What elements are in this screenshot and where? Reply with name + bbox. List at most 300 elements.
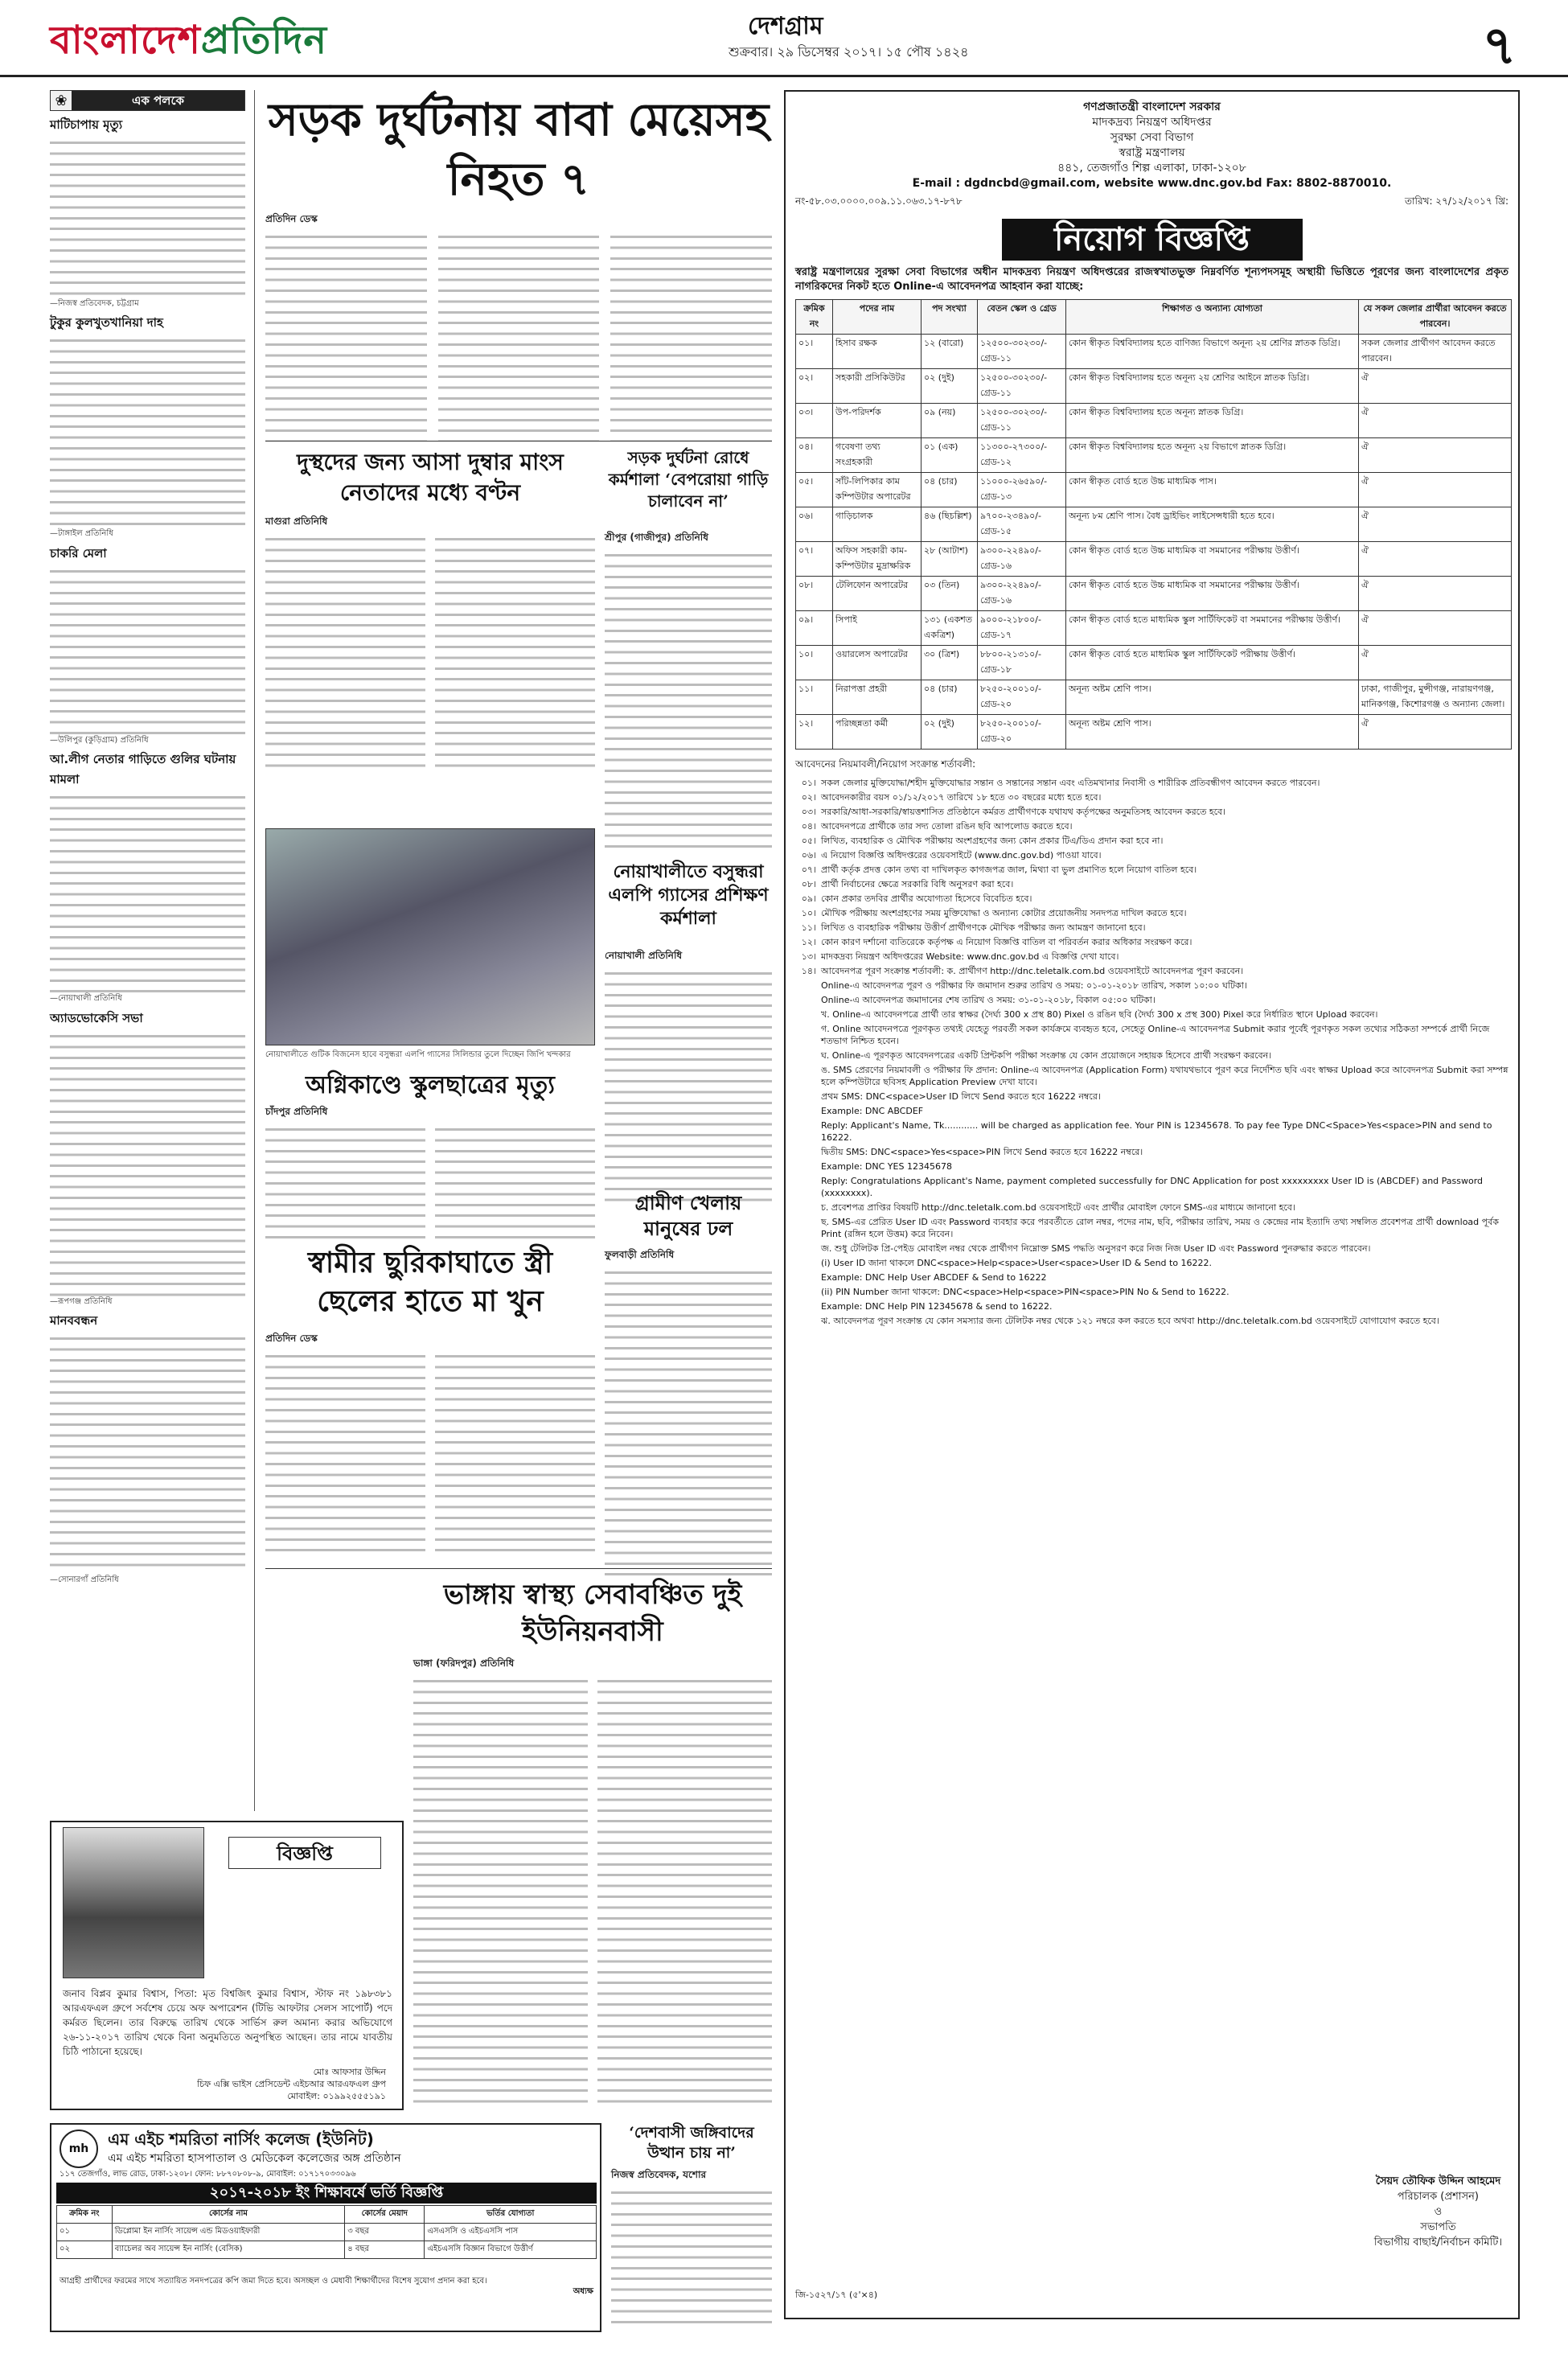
condition-text: (i) User ID জানা থাকলে DNC<space>Help<space>User<space>User ID & Send to 16222. [821, 1258, 1213, 1268]
table-cell: ২৮ (আটাশ) [922, 542, 978, 577]
condition-number: ০৫। [801, 836, 816, 846]
condition-number: ১৩। [801, 951, 816, 962]
condition-number [795, 994, 816, 1006]
table-cell: কোন স্বীকৃত বিশ্ববিদ্যালয় হতে অনূন্য ২য় বিভাগে স্নাতক ডিগ্রি। [1066, 438, 1359, 473]
story9-byline: নিজস্ব প্রতিবেদক, যশোর [611, 2169, 707, 2180]
table-cell: অনূন্য অষ্টম শ্রেণি পাস। [1066, 680, 1359, 715]
table-header: যে সকল জেলার প্রার্থীরা আবেদন করতে পারবেন। [1359, 300, 1512, 335]
story9-headline: ‘দেশবাসী জঙ্গিবাদের উত্থান চায় না’ [629, 2124, 754, 2162]
condition-text: এ নিয়োগ বিজ্ঞপ্তি অধিদপ্তরের ওয়েবসাইটে (www.dnc.gov.bd) পাওয়া যাবে। [821, 850, 1102, 860]
news-photo [265, 828, 595, 1045]
table-cell: ৯৩০০-২২৪৯০/- গ্রেড-১৬ [978, 577, 1066, 611]
table-cell: ০৮। [796, 577, 833, 611]
condition-number: ১৪। [801, 966, 816, 976]
divider [265, 441, 772, 442]
condition-number: ১২। [801, 937, 816, 947]
table-header: ক্রমিক নং [57, 2206, 113, 2224]
brief-byline: —উলিপুর (কুড়িগ্রাম) প্রতিনিধি [50, 735, 149, 745]
story6-text-col [265, 1351, 425, 1552]
condition-number [795, 1146, 816, 1158]
list-item [795, 907, 1508, 919]
list-item [795, 791, 1508, 803]
table-header-row [57, 2206, 597, 2224]
list-item [795, 1315, 1508, 1327]
table-cell: সিপাই [833, 611, 922, 646]
lead-text-col [610, 232, 772, 441]
condition-text: লিখিত ও ব্যবহারিক পরীক্ষায় উত্তীর্ণ প্রার্থীগণকে মৌখিক পরীক্ষার জন্য আমন্ত্রণ জানানো হবে। [821, 922, 1146, 933]
condition-number: ০৯। [801, 893, 816, 904]
lead-byline: প্রতিদিন ডেস্ক [265, 213, 318, 224]
condition-text: কোন কারণ দর্শানো ব্যতিরেকে কর্তৃপক্ষ এ নিয়োগ বিজ্ঞপ্তি বাতিল বা পরিবর্তন করার অধিকার সংরক্ষণ করে। [821, 937, 1192, 947]
table-header: কোর্সের নাম [112, 2206, 345, 2224]
table-cell: ১১৩০০-২৭৩০০/- গ্রেড-১২ [978, 438, 1066, 473]
gov-line: স্বরাষ্ট্র মন্ত্রণালয় [1119, 146, 1185, 159]
table-cell: ৮৮০০-২১৩১০/- গ্রেড-১৮ [978, 646, 1066, 680]
condition-number [795, 1216, 816, 1240]
list-item [795, 878, 1508, 890]
table-cell: এইচএসসি বিজ্ঞান বিভাগে উত্তীর্ণ [425, 2241, 597, 2259]
story9-body [611, 2168, 772, 2324]
table-cell: ঐ [1359, 611, 1512, 646]
table-cell: ৮২৫০-২০০১০/- গ্রেড-২০ [978, 715, 1066, 750]
logo-part1: বাংলাদেশ [50, 18, 201, 63]
table-header-row [796, 300, 1512, 335]
story5-byline: চাঁদপুর প্রতিনিধি [265, 1106, 328, 1117]
condition-number [795, 1271, 816, 1284]
condition-text: দ্বিতীয় SMS: DNC<space>Yes<space>PIN লিখে Send করতে হবে 16222 নম্বরে। [821, 1147, 1143, 1157]
table-header: শিক্ষাগত ও অন্যান্য যোগ্যতা [1066, 300, 1359, 335]
table-cell: ৩ বছর [345, 2224, 425, 2241]
condition-number [795, 1315, 816, 1327]
sign-title: পরিচালক (প্রশাসন) [1397, 2191, 1479, 2203]
table-cell: ৯৭০০-২৩৪৯০/- গ্রেড-১৫ [978, 507, 1066, 542]
condition-number: ০৬। [801, 850, 816, 860]
table-cell: ঐ [1359, 646, 1512, 680]
table-row [796, 335, 1512, 369]
condition-number [795, 1257, 816, 1269]
table-cell: হিসাব রক্ষক [833, 335, 922, 369]
table-cell: ব্যাচেলর অব সায়েন্স ইন নার্সিং (বেসিক) [112, 2241, 345, 2259]
brief-heading: মানববন্ধন [50, 1313, 98, 1329]
table-cell: গাড়িচালক [833, 507, 922, 542]
table-cell: কোন স্বীকৃত বোর্ড হতে উচ্চ মাধ্যমিক পাস। [1066, 473, 1359, 507]
condition-text: সরকারি/আধা-সরকারি/স্বায়ত্তশাসিত প্রতিষ্ঠানে কর্মরত প্রার্থীগণকে যথাযথ কর্তৃপক্ষের অনুমতিসহ আবেদন করতে হবে। [821, 807, 1226, 817]
brief-text [50, 1031, 245, 1296]
table-cell: ঐ [1359, 404, 1512, 438]
condition-text: Example: DNC YES 12345678 [821, 1161, 952, 1172]
table-cell: ০২ (দুই) [922, 369, 978, 404]
list-item [795, 1286, 1508, 1298]
brief-byline: —রূপগঞ্জ প্রতিনিধি [50, 1296, 113, 1306]
brief-text [50, 1333, 245, 1575]
sign-title: সভাপতি [1420, 2221, 1456, 2233]
table-cell: ১১। [796, 680, 833, 715]
story8-headline: ভাঙ্গায় স্বাস্থ্য সেবাবঞ্চিত দুই ইউনিয়নবাসী [443, 1579, 742, 1648]
table-cell: কোন স্বীকৃত বিশ্ববিদ্যালয় হতে বাণিজ্য বিভাগে অনূন্য ২য় শ্রেণির স্নাতক ডিগ্রি। [1066, 335, 1359, 369]
condition-number [795, 1300, 816, 1312]
brief-item [50, 314, 245, 539]
table-cell: ঐ [1359, 369, 1512, 404]
brief-heading: চাকরি মেলা [50, 545, 107, 561]
list-item [795, 1175, 1508, 1199]
table-cell: ১০। [796, 646, 833, 680]
condition-number [795, 1023, 816, 1047]
table-row [796, 473, 1512, 507]
admission-footer [60, 2276, 593, 2297]
list-item [795, 849, 1508, 861]
condition-text: Example: DNC Help PIN 12345678 & send to 16222. [821, 1301, 1053, 1312]
condition-number [795, 1105, 816, 1117]
brief-item [50, 116, 245, 309]
brief-text [50, 792, 245, 993]
conditions-list [786, 777, 1518, 1327]
brief-byline: —নোয়াখালী প্রতিনিধি [50, 994, 122, 1004]
recruitment-notice [784, 90, 1520, 2319]
condition-text: (ii) PIN Number জানা থাকলে: DNC<space>Help<space>PIN<space>PIN No & Send to 16222. [821, 1287, 1229, 1297]
condition-number [795, 980, 816, 992]
condition-text: ঙ. SMS প্রেরণের নিয়মাবলী ও পরীক্ষার ফি প্রদান: Online-এ আবেদনপত্র (Application Form) যথাযথভাবে পূরণ করে নির্দেশিত ছবি এবং স্বাক্ষর Upload করে আবেদনপত্র Submit করা সম্পন্ন হলে কম্পিউটারে ছবিসহ Application Preview দেখা যাবে। [821, 1065, 1508, 1087]
course-table [56, 2205, 597, 2259]
table-cell: ০৯। [796, 611, 833, 646]
table-cell: ০২ [57, 2241, 113, 2259]
story4-byline: নোয়াখালী প্রতিনিধি [605, 950, 683, 961]
table-cell: ০৭। [796, 542, 833, 577]
table-header: বেতন স্কেল ও গ্রেড [978, 300, 1066, 335]
lead-story-body [265, 212, 772, 441]
condition-number [795, 1175, 816, 1199]
photo-caption: নোয়াখালীতে গুটিক বিজনেস হাবে বসুন্ধরা এলপি গ্যাসের সিলিন্ডার তুলে দিচ্ছেন জিপি খন্দকার [265, 1050, 571, 1059]
story2-body [265, 515, 595, 767]
brief-byline: —টাঙ্গাইল প্রতিনিধি [50, 529, 113, 539]
brief-byline: —নিজস্ব প্রতিবেদক, চট্টগ্রাম [50, 299, 139, 308]
table-row [57, 2224, 597, 2241]
condition-text: ঘ. Online-এ পূরণকৃত আবেদনপত্রের একটি প্রিন্টকপি পরীক্ষা সংক্রান্ত যে কোন প্রয়োজনে সহায়ক হিসেবে প্রার্থী সংরক্ষণ করবেন। [821, 1050, 1272, 1061]
story4-headline: নোয়াখালীতে বসুন্ধরা এলপি গ্যাসের প্রশিক্ষণ কর্মশালা [608, 861, 769, 929]
story2-text-col [435, 534, 595, 767]
brief-list [50, 116, 245, 1585]
table-cell: কোন স্বীকৃত বিশ্ববিদ্যালয় হতে অনূন্য স্নাতক ডিগ্রি। [1066, 404, 1359, 438]
gov-line: ৪৪১, তেজগাঁও শিল্প এলাকা, ঢাকা-১২০৮ [1057, 162, 1246, 175]
story3-byline: শ্রীপুর (গাজীপুর) প্রতিনিধি [605, 532, 708, 543]
section-name: দেশগ্রাম [748, 12, 823, 40]
signatory-title: চিফ এক্সি ভাইস প্রেসিডেন্ট এইচআর আরএফএল গ্রুপ [197, 2079, 386, 2089]
table-header: ক্রমিক নং [796, 300, 833, 335]
table-cell: ১২৫০০-৩০২৩০/- গ্রেড-১১ [978, 369, 1066, 404]
story3-body [605, 531, 772, 856]
list-item [795, 1271, 1508, 1284]
list-item [795, 1201, 1508, 1214]
college-name: এম এইচ শমরিতা নার্সিং কলেজ (ইউনিট) [108, 2130, 374, 2149]
gov-header [786, 100, 1518, 191]
sign-name: সৈয়দ তৌফিক উদ্দিন আহমেদ [1375, 2175, 1501, 2187]
list-item [795, 1090, 1508, 1103]
condition-text: চ. প্রবেশপত্র প্রাপ্তির বিষয়টি http://dnc.teletalk.com.bd ওয়েবসাইটে এবং প্রার্থীর মোবাইল ফোনে SMS-এর মাধ্যমে জানানো হবে। [821, 1202, 1295, 1213]
condition-text: Reply: Applicant's Name, Tk............ will be charged as application fee. Your PIN is 12345678. To pay fee Type DNC<Space>Yes<space>PIN and send to 16222. [821, 1120, 1492, 1143]
divider [265, 1568, 772, 1569]
gov-line: মাদকদ্রব্য নিয়ন্ত্রণ অধিদপ্তর [1092, 116, 1212, 129]
list-item [795, 965, 1508, 977]
condition-text: আবেদনপত্র পূরণ সংক্রান্ত শর্তাবলী: ক. প্রার্থীগণ http://dnc.teletalk.com.bd ওয়েবসাইটে আবেদনপত্র পূরণ করবেন। [821, 966, 1244, 976]
memo-row [786, 191, 1518, 214]
list-item [795, 1242, 1508, 1255]
table-cell: ০২ (দুই) [922, 715, 978, 750]
list-item [795, 820, 1508, 832]
condition-text: ছ. SMS-এর প্রেরিত User ID এবং Password ব্যবহার করে পরবর্তীতে রোল নম্বর, পদের নাম, ছবি, পরীক্ষার তারিখ, সময় ও কেন্দ্রের নাম ইত্যাদি তথ্য সম্বলিত প্রবেশপত্র প্রার্থী download পূর্বক Print (রঙ্গিন হলে উত্তম) করে নিবেন। [821, 1217, 1499, 1239]
condition-number [795, 1286, 816, 1298]
gov-contact: E-mail : dgdncbd@gmail.com, website www.dnc.gov.bd Fax: 8802-8870010. [912, 177, 1392, 190]
table-cell: সাঁট-লিপিকার কাম কম্পিউটার অপারেটর [833, 473, 922, 507]
table-cell: ১২ (বারো) [922, 335, 978, 369]
table-cell: ঐ [1359, 438, 1512, 473]
table-row [796, 369, 1512, 404]
table-cell: ৪ বছর [345, 2241, 425, 2259]
condition-number: ১০। [801, 908, 816, 918]
condition-text: কোন প্রকার তদবির প্রার্থীর অযোগ্যতা হিসেবে বিবেচিত হবে। [821, 893, 1032, 904]
posts-table-body [796, 335, 1512, 750]
condition-number: ০৪। [801, 821, 816, 832]
story8-text-col [597, 1676, 772, 2110]
footer-sign: অধ্যক্ষ [573, 2287, 593, 2296]
condition-number [795, 1049, 816, 1062]
newspaper-logo [50, 11, 327, 75]
table-cell: ১৩১ (একশত একত্রিশ) [922, 611, 978, 646]
signatory-name: মোঃ আফসার উদ্দিন [313, 2067, 386, 2077]
list-item [795, 1257, 1508, 1269]
list-item [795, 951, 1508, 963]
table-row [796, 646, 1512, 680]
list-item [795, 994, 1508, 1006]
condition-number: ০৮। [801, 879, 816, 889]
table-row [796, 507, 1512, 542]
table-header: পদ সংখ্যা [922, 300, 978, 335]
condition-text: গ. Online আবেদনপত্রে পূরণকৃত তথ্যই যেহেতু পরবর্তী সকল কার্যক্রমে ব্যবহৃত হবে, সেহেতু Online-এ আবেদনপত্র Submit করার পূর্বেই পূরণকৃত সকল তথ্যের সঠিকতা সম্পর্কে প্রার্থী নিজে শতভাগ নিশ্চিত হবেন। [821, 1024, 1490, 1046]
ek-palak-label: এক পলকে [72, 91, 244, 110]
list-item [795, 1146, 1508, 1158]
signature-block [1374, 2174, 1502, 2250]
condition-text: ঝ. আবেদনপত্র পূরণ সংক্রান্ত যে কোন সমস্যার জন্য টেলিটক নম্বর থেকে ১২১ নম্বরে কল করতে হবে অথবা http://dnc.teletalk.com.bd ওয়েবসাইটে যোগাযোগ করতে হবে। [821, 1316, 1439, 1326]
table-cell: কোন স্বীকৃত বোর্ড হতে মাধ্যমিক স্কুল সার্টিফিকেট বা সমমানের পরীক্ষায় উত্তীর্ণ। [1066, 611, 1359, 646]
brief-heading: অ্যাডভোকেসি সভা [50, 1010, 143, 1025]
condition-number [795, 1008, 816, 1021]
list-item [795, 1119, 1508, 1144]
story7-body [605, 1248, 772, 1581]
story6-byline: প্রতিদিন ডেস্ক [265, 1333, 318, 1344]
condition-number [795, 1160, 816, 1173]
college-sub: এম এইচ শমরিতা হাসপাতাল ও মেডিকেল কলেজের অঙ্গ প্রতিষ্ঠান [108, 2152, 401, 2165]
story4-text [605, 968, 772, 1201]
table-cell: ০৪ (চার) [922, 473, 978, 507]
brief-heading: টুকুর কুলখুতখানিয়া দাহ [50, 315, 163, 331]
story7-text [605, 1267, 772, 1581]
story3-headline: সড়ক দুর্ঘটনা রোধে কর্মশালা ‘বেপরোয়া গাড়ি চালাবেন না’ [608, 448, 769, 511]
table-header: ভর্তির যোগ্যতা [425, 2206, 597, 2224]
signatory-phone: মোবাইল: ০১৯৯২৫৫৫১৯১ [287, 2091, 386, 2101]
lead-text-col [265, 232, 427, 441]
table-cell: ০১ (এক) [922, 438, 978, 473]
table-cell: ঐ [1359, 542, 1512, 577]
table-cell: ঐ [1359, 715, 1512, 750]
table-cell: ০১ [57, 2224, 113, 2241]
story6-headline: স্বামীর ছুরিকাঘাতে স্ত্রী ছেলের হাতে মা খুন [307, 1246, 553, 1318]
condition-text: সকল জেলার মুক্তিযোদ্ধা/শহীদ মুক্তিযোদ্ধার সন্তান ও সন্তানের সন্তান এবং এতিমখানার নিবাসী ও শারীরিক প্রতিবন্ধীগণ আবেদন করতে পারবেন। [821, 778, 1320, 788]
condition-text: Reply: Congratulations Applicant's Name, payment completed successfully for DNC Application for post xxxxxxxxx User ID is (ABCDEF) and Password (xxxxxxxx). [821, 1176, 1484, 1198]
list-item [795, 936, 1508, 948]
brief-byline: —সোনারগাঁ প্রতিনিধি [50, 1575, 119, 1585]
table-cell: ৯৩০০-২২৪৯০/- গ্রেড-১৬ [978, 542, 1066, 577]
list-item [795, 835, 1508, 847]
table-cell: ০৯ (নয়) [922, 404, 978, 438]
table-row [796, 577, 1512, 611]
condition-number: ১১। [801, 922, 816, 933]
table-cell: ১২৫০০-৩০২৩০/- গ্রেড-১১ [978, 335, 1066, 369]
brief-text [50, 566, 245, 735]
nursing-college-ad [50, 2123, 601, 2332]
condition-number [795, 1242, 816, 1255]
list-item [795, 893, 1508, 905]
story2-byline: মাগুরা প্রতিনিধি [265, 515, 328, 527]
story2-text-col [265, 534, 425, 767]
lead-headline: সড়ক দুর্ঘটনায় বাবা মেয়েসহ নিহত ৭ [268, 93, 770, 206]
table-cell: নিরাপত্তা প্রহরী [833, 680, 922, 715]
spiral-icon: ❀ [55, 92, 68, 109]
table-cell: সহকারী প্রসিকিউটর [833, 369, 922, 404]
table-cell: ০৫। [796, 473, 833, 507]
brief-item [50, 750, 245, 1004]
bijnapti-notice [50, 1821, 404, 2110]
table-header: পদের নাম [833, 300, 922, 335]
table-cell: সকল জেলার প্রার্থীগণ আবেদন করতে পারবেন। [1359, 335, 1512, 369]
brief-text [50, 335, 245, 528]
table-cell: ১২। [796, 715, 833, 750]
list-item [795, 922, 1508, 934]
table-cell: কোন স্বীকৃত বোর্ড হতে উচ্চ মাধ্যমিক বা সমমানের পরীক্ষায় উত্তীর্ণ। [1066, 577, 1359, 611]
condition-text: Online-এ আবেদনপত্র পূরণ ও পরীক্ষার ফি জমাদান শুরুর তারিখ ও সময়: ০১-০১-২০১৮ তারিখ, সকাল ১০:০০ ঘটিকা। [821, 980, 1247, 991]
story8-byline: ভাঙ্গা (ফরিদপুর) প্রতিনিধি [413, 1657, 515, 1669]
condition-text: Example: DNC Help User ABCDEF & Send to 16222 [821, 1272, 1047, 1283]
memo-date: তারিখ: ২৭/১২/২০১৭ খ্রি: [1405, 195, 1508, 207]
ek-palak-header [50, 90, 245, 111]
table-cell: গবেষণা তথ্য সংগ্রহকারী [833, 438, 922, 473]
list-item [795, 980, 1508, 992]
story6-text-col [435, 1351, 595, 1552]
list-item [795, 777, 1508, 789]
condition-text: Example: DNC ABCDEF [821, 1106, 924, 1116]
table-cell: অনূন্য অষ্টম শ্রেণি পাস। [1066, 715, 1359, 750]
condition-number: ০১। [801, 778, 816, 788]
condition-text: মৌখিক পরীক্ষায় অংশগ্রহণের সময় মুক্তিযোদ্ধা ও অন্যান্য কোটার প্রয়োজনীয় সনদপত্র দাখিল করতে হবে। [821, 908, 1187, 918]
table-row [796, 715, 1512, 750]
table-cell: ১১০০০-২৬৫৯০/- গ্রেড-১৩ [978, 473, 1066, 507]
condition-text: মাদকদ্রব্য নিয়ন্ত্রণ অধিদপ্তরের Website: www.dnc.gov.bd এ বিজ্ঞপ্তি দেখা যাবে। [821, 951, 1119, 962]
list-item [795, 1064, 1508, 1088]
brief-heading: মাটিচাপায় মৃত্যু [50, 117, 123, 132]
column-divider [254, 90, 255, 1811]
table-cell: ডিপ্লোমা ইন নার্সিং সায়েন্স এন্ড মিডওয়াইফারী [112, 2224, 345, 2241]
condition-text: Online-এ আবেদনপত্র জমাদানের শেষ তারিখ ও সময়: ৩১-০১-২০১৮, বিকাল ০৫:০০ ঘটিকা। [821, 995, 1155, 1005]
table-cell: টেলিফোন অপারেটর [833, 577, 922, 611]
notice-title: নিয়োগ বিজ্ঞপ্তি [1002, 219, 1303, 261]
condition-number [795, 1090, 816, 1103]
table-cell: পরিচ্ছন্নতা কর্মী [833, 715, 922, 750]
person-photo [63, 1827, 204, 1978]
masthead [0, 0, 1568, 77]
table-cell: ৩০ (ত্রিশ) [922, 646, 978, 680]
table-cell: ০৪। [796, 438, 833, 473]
table-cell: উপ-পরিদর্শক [833, 404, 922, 438]
table-cell: অনূন্য ৮ম শ্রেণি পাস। বৈধ ড্রাইভিং লাইসেন্সধারী হতে হবে। [1066, 507, 1359, 542]
lead-text-col [438, 232, 600, 441]
brief-heading: আ.লীগ নেতার গাড়িতে গুলির ঘটনায় মামলা [50, 752, 236, 787]
bijnapti-title: বিজ্ঞপ্তি [228, 1837, 381, 1869]
table-row [796, 404, 1512, 438]
brief-item [50, 544, 245, 745]
condition-text: প্রথম SMS: DNC<space>User ID লিখে Send করতে হবে 16222 নম্বরে। [821, 1091, 1101, 1102]
condition-number: ০৭। [801, 865, 816, 875]
logo-part2: প্রতিদিন [200, 18, 328, 63]
condition-number: ০৩। [801, 807, 816, 817]
table-cell: ০৩ (তিন) [922, 577, 978, 611]
table-cell: ঢাকা, গাজীপুর, মুন্সীগঞ্জ, নারায়ণগঞ্জ, মানিকগঞ্জ, কিশোরগঞ্জ ও অন্যান্য জেলা। [1359, 680, 1512, 715]
college-address: ১১৭ তেজগাঁও, লাভ রোড, ঢাকা-১২০৮। ফোন: ৮৮৭০৮০৮-৯, মোবাইল: ০১৭১৭০৩৩০৯৬ [60, 2170, 356, 2179]
table-cell: ওয়ারলেস অপারেটর [833, 646, 922, 680]
college-logo-icon: mh [60, 2130, 98, 2168]
table-cell: কোন স্বীকৃত বোর্ড হতে উচ্চ মাধ্যমিক বা সমমানের পরীক্ষায় উত্তীর্ণ। [1066, 542, 1359, 577]
story9-text [611, 2187, 772, 2324]
conditions-title: আবেদনের নিয়মাবলী/নিয়োগ সংক্রান্ত শর্তাবলী: [795, 758, 976, 770]
bijnapti-body: জনাব বিপ্লব কুমার বিশ্বাস, পিতা: মৃত বিশ্বজিৎ কুমার বিশ্বাস, স্টাফ নং ১৯৮৩৮১ আরএফএল গ্রুপে সর্বশেষ চেয়ে অফ অপারেশন (টিভি আফটার সেলস সাপোর্ট) পদে কর্মরত ছিলেন। তার বিরুদ্ধে তারিখ থেকে সার্ভিস রুল অমান্য করার অভিযোগে ২৬-১১-২০১৭ তারিখ থেকে বিনা অনুমতিতে অনুপস্থিত আছেন। তার নামে যাবতীয় চিঠি পাঠানো হয়েছে। [63, 1988, 392, 2057]
list-item [795, 1023, 1508, 1047]
story5-body [265, 1105, 595, 1245]
table-cell: ঐ [1359, 473, 1512, 507]
sign-title: বিভাগীয় বাছাই/নির্বাচন কমিটি। [1373, 2236, 1502, 2249]
story2-headline: দুস্থদের জন্য আসা দুম্বার মাংস নেতাদের মধ্যে বণ্টন [297, 449, 564, 506]
story8-body [413, 1657, 772, 2110]
story7-headline: গ্রামীণ খেলায় মানুষের ঢল [634, 1191, 742, 1240]
condition-number [795, 1201, 816, 1214]
gov-line: গণপ্রজাতন্ত্রী বাংলাদেশ সরকার [1083, 101, 1221, 113]
condition-text: জ. শুধু টেলিটক প্রি-পেইড মোবাইল নম্বর থেকে প্রার্থীগণ নিম্নোক্ত SMS পদ্ধতি অনুসরণ করে নিজ নিজ User ID এবং Password পুনরুদ্ধার করতে পারবেন। [821, 1243, 1371, 1254]
sign-title: ও [1434, 2206, 1443, 2218]
list-item [795, 1216, 1508, 1240]
table-cell: ৪৬ (ছিচল্লিশ) [922, 507, 978, 542]
story3-text [605, 550, 772, 856]
footer-text: আগ্রহী প্রার্থীদের ফরমের সাথে সত্যায়িত সনদপত্রের কপি জমা দিতে হবে। অসচ্ছল ও মেধাবী শিক্ষার্থীদের বিশেষ সুযোগ প্রদান করা হবে। [60, 2277, 487, 2286]
memo-number: নং-৫৮.০৩.০০০০.০০৯.১১.০৬৩.১৭-৮৭৮ [795, 195, 963, 207]
condition-text: প্রার্থী নির্বাচনের ক্ষেত্রে সরকারি বিধি অনুসরণ করা হবে। [821, 879, 1014, 889]
story8-text-col [413, 1676, 588, 2110]
table-row [796, 542, 1512, 577]
table-row [796, 438, 1512, 473]
table-cell: ০৩। [796, 404, 833, 438]
bijnapti-signature [197, 2066, 386, 2102]
admission-band: ২০১৭-২০১৮ ইং শিক্ষাবর্ষে ভর্তি বিজ্ঞপ্তি [56, 2183, 597, 2204]
table-cell: ০৬। [796, 507, 833, 542]
condition-number [795, 1119, 816, 1144]
table-cell: ০৪ (চার) [922, 680, 978, 715]
brief-text [50, 138, 245, 298]
condition-text: আবেদনকারীর বয়স ০১/১২/২০১৭ তারিখে ১৮ হতে ৩০ বছরের মধ্যে হতে হবে। [821, 792, 1102, 803]
table-row [796, 680, 1512, 715]
condition-number: ০২। [801, 792, 816, 803]
list-item [795, 1300, 1508, 1312]
table-cell: ১২৫০০-৩০২৩০/- গ্রেড-১১ [978, 404, 1066, 438]
list-item [795, 1160, 1508, 1173]
notice-ref: জি-১৫২৭/১৭ (৫'×৪) [795, 2290, 878, 2300]
condition-number [795, 1064, 816, 1088]
list-item [795, 1105, 1508, 1117]
list-item [795, 1008, 1508, 1021]
condition-text: লিখিত, ব্যবহারিক ও মৌখিক পরীক্ষায় অংশগ্রহণের জন্য কোন প্রকার টিএ/ডিএ প্রদান করা হবে না। [821, 836, 1164, 846]
